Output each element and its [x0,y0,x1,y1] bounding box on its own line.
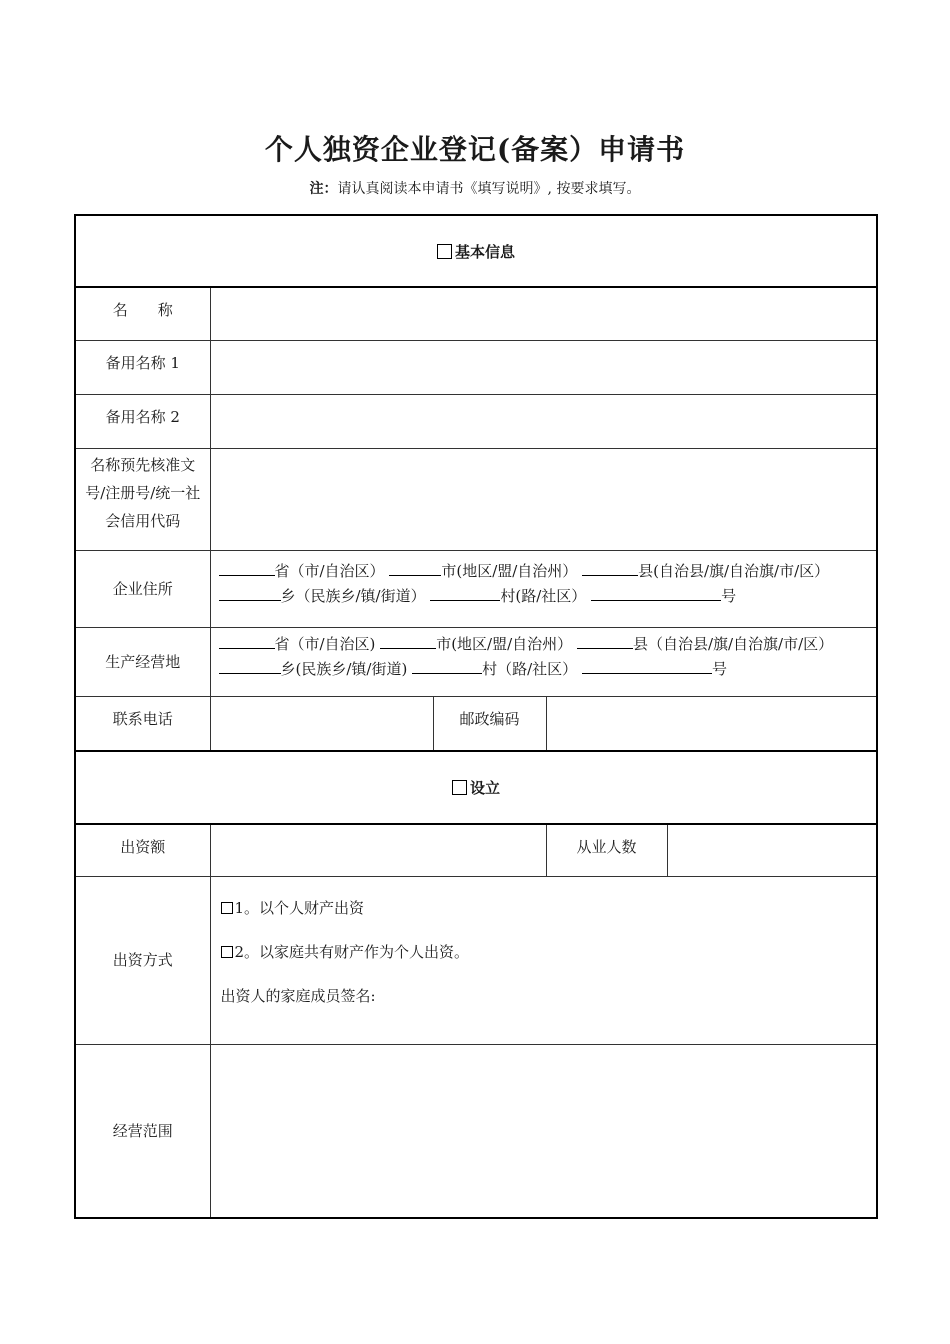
prod-village-blank[interactable] [412,659,482,674]
basic-info-title: 基本信息 [455,242,516,261]
production-township: 乡(民族乡/镇/街道) [280,659,408,678]
address-village: 村(路/社区） [500,586,587,605]
option2-text: 2。以家庭共有财产作为个人出资。 [234,942,470,961]
basic-info-header [75,215,877,287]
city-blank[interactable] [389,561,441,576]
alt-name1-label: 备用名称 1 [75,340,210,394]
prod-township-blank[interactable] [219,659,281,674]
reg-no-field[interactable] [210,448,877,550]
address-label: 企业住所 [75,550,210,627]
address-field[interactable] [210,550,877,627]
name-field[interactable] [210,287,877,340]
alt-name2-label: 备用名称 2 [75,394,210,448]
township-blank[interactable] [219,586,281,601]
employees-label: 从业人数 [546,824,667,876]
address-city: 市(地区/盟/自治州） [441,561,578,580]
address-township: 乡（民族乡/镇/街道） [280,586,426,605]
option1-text: 1。以个人财产出资 [234,898,365,917]
basic-info-checkbox[interactable] [437,244,452,259]
scope-field[interactable] [210,1044,877,1218]
note-text: 请认真阅读本申请书《填写说明》, 按要求填写。 [337,181,641,197]
establishment-header [75,751,877,824]
method-field [210,876,877,1044]
employees-field[interactable] [667,824,877,876]
production-county: 县（自治县/旗/自治旗/市/区） [632,634,834,653]
prod-city-blank[interactable] [380,634,436,649]
production-village: 村（路/社区） [482,659,578,678]
address-number: 号 [721,586,737,605]
address-county: 县(自治县/旗/自治旗/市/区） [638,561,830,580]
establishment-checkbox[interactable] [452,780,467,795]
production-label: 生产经营地 [75,627,210,696]
village-blank[interactable] [430,586,500,601]
county-blank[interactable] [582,561,638,576]
number-blank[interactable] [591,586,721,601]
reg-no-label: 名称预先核准文号/注册号/统一社会信用代码 [75,448,210,550]
option2-checkbox[interactable] [221,946,233,958]
production-field[interactable] [210,627,877,696]
capital-label: 出资额 [75,824,210,876]
province-blank[interactable] [219,561,275,576]
prod-number-blank[interactable] [582,659,712,674]
registration-form-table [74,214,878,1219]
establishment-title: 设立 [470,779,501,797]
method-label: 出资方式 [75,876,210,1044]
form-note [0,178,950,198]
phone-label: 联系电话 [75,696,210,751]
capital-field[interactable] [210,824,546,876]
phone-field[interactable] [210,696,433,751]
address-province: 省（市/自治区） [274,561,385,580]
prod-province-blank[interactable] [219,634,275,649]
production-city: 市(地区/盟/自治州） [436,634,573,653]
postcode-field[interactable] [546,696,877,751]
alt-name2-field[interactable] [210,394,877,448]
family-sign-label: 出资人的家庭成员签名: [220,986,376,1005]
form-title: 个人独资企业登记(备案）申请书 [264,133,686,166]
name-label: 名 称 [75,287,210,340]
option1-checkbox[interactable] [221,902,233,914]
alt-name1-field[interactable] [210,340,877,394]
prod-county-blank[interactable] [577,634,633,649]
production-province: 省（市/自治区) [274,634,376,653]
scope-label: 经营范围 [75,1044,210,1218]
production-number: 号 [711,659,727,678]
postcode-label: 邮政编码 [433,696,546,751]
note-prefix: 注： [309,181,338,197]
